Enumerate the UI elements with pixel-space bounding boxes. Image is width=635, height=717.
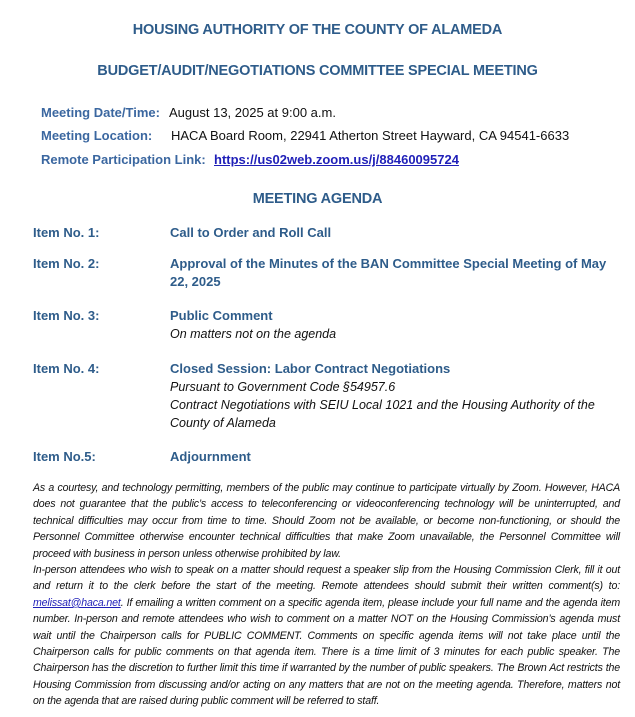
agenda-item-3-title: Public Comment <box>170 308 273 323</box>
agenda-item-4-authority: Pursuant to Government Code §54957.6 <box>170 380 396 394</box>
meeting-location-label: Meeting Location: <box>41 128 153 143</box>
remote-link-label: Remote Participation Link: <box>41 152 206 167</box>
meeting-title: BUDGET/AUDIT/NEGOTIATIONS COMMITTEE SPECIAL MEETING <box>97 63 538 79</box>
agenda-item-2 <box>170 255 625 291</box>
meeting-location-value: HACA Board Room, 22941 Atherton Street Hayward, CA 94541-6633 <box>171 128 570 143</box>
agenda-item-1-label: Item No. 1: <box>33 225 100 240</box>
meeting-location-row <box>41 128 569 143</box>
zoom-link[interactable]: https://us02web.zoom.us/j/88460095724 <box>214 152 459 167</box>
agenda-item-4-description: Contract Negotiations with SEIU Local 1021 and the Housing Authority of the County of Alameda <box>170 398 595 430</box>
agenda-item-5-label: Item No.5: <box>33 449 96 464</box>
agenda-item-5-title: Adjournment <box>170 449 251 464</box>
agenda-item-4 <box>170 360 600 432</box>
agenda-item-1-title: Call to Order and Roll Call <box>170 225 332 240</box>
agenda-item-2-title: Approval of the Minutes of the BAN Committee Special Meeting of May 22, 2025 <box>170 256 607 289</box>
agenda-item-1 <box>170 224 630 242</box>
public-comment-notice <box>33 562 620 710</box>
agenda-item-3-label: Item No. 3: <box>33 308 100 323</box>
clerk-email-link[interactable]: melissat@haca.net <box>33 596 121 609</box>
organization-title: HOUSING AUTHORITY OF THE COUNTY OF ALAMEDA <box>132 22 503 38</box>
public-comment-notice-part1: In-person attendees who wish to speak on a matter should request a speaker slip from the Housing Commission Clerk, fill it out and return it to the clerk before the start of the meeting. Remote attendees should submit their written comment(s) to: <box>33 564 620 593</box>
agenda-item-4-title: Closed Session: Labor Contract Negotiations <box>170 361 451 376</box>
public-comment-notice-part2: . If emailing a written comment on a specific agenda item, please include your full name and the agenda item number. In-person and remote attendees who wish to comment on a matter NOT on the Housing Commission’s agenda must wait until the Chairperson calls for PUBLIC COMMENT. Comments on specific agenda items will not take place until the Chairperson calls for public comments on that agenda item. There is a time limit of 3 minutes for each public speaker. The Chairperson has the discretion to further limit this time if warranted by the number of public speakers. The Brown Act restricts the Housing Commission from discussing and/or acting on any matters that are not on the meeting agenda. Therefore, matters not on the agenda that are raised during public comment will be referred to staff. <box>33 596 620 708</box>
agenda-item-3 <box>170 307 630 343</box>
agenda-item-5 <box>170 448 630 466</box>
zoom-courtesy-notice: As a courtesy, and technology permitting, members of the public may continue to participate virtually by Zoom. However, HACA does not guarantee that the public’s access to teleconferencing or videoconferencing technology will be uninterrupted, and technical difficulties may occur from time to time. Should Zoom not be available, or become non-functioning, or should the Personnel Committee otherwise encounter technical difficulties that make Zoom unavailable, the Personnel Committee will proceed with business in person unless otherwise prohibited by law. <box>33 482 620 560</box>
agenda-item-3-subtitle: On matters not on the agenda <box>170 327 337 341</box>
remote-link-row <box>41 152 459 167</box>
agenda-item-4-label: Item No. 4: <box>33 361 100 376</box>
meeting-date-label: Meeting Date/Time: <box>41 105 160 120</box>
agenda-heading: MEETING AGENDA <box>252 191 383 207</box>
meeting-date-value: August 13, 2025 at 9:00 a.m. <box>169 105 336 120</box>
agenda-item-2-label: Item No. 2: <box>33 256 100 271</box>
meeting-date-row <box>41 105 336 120</box>
